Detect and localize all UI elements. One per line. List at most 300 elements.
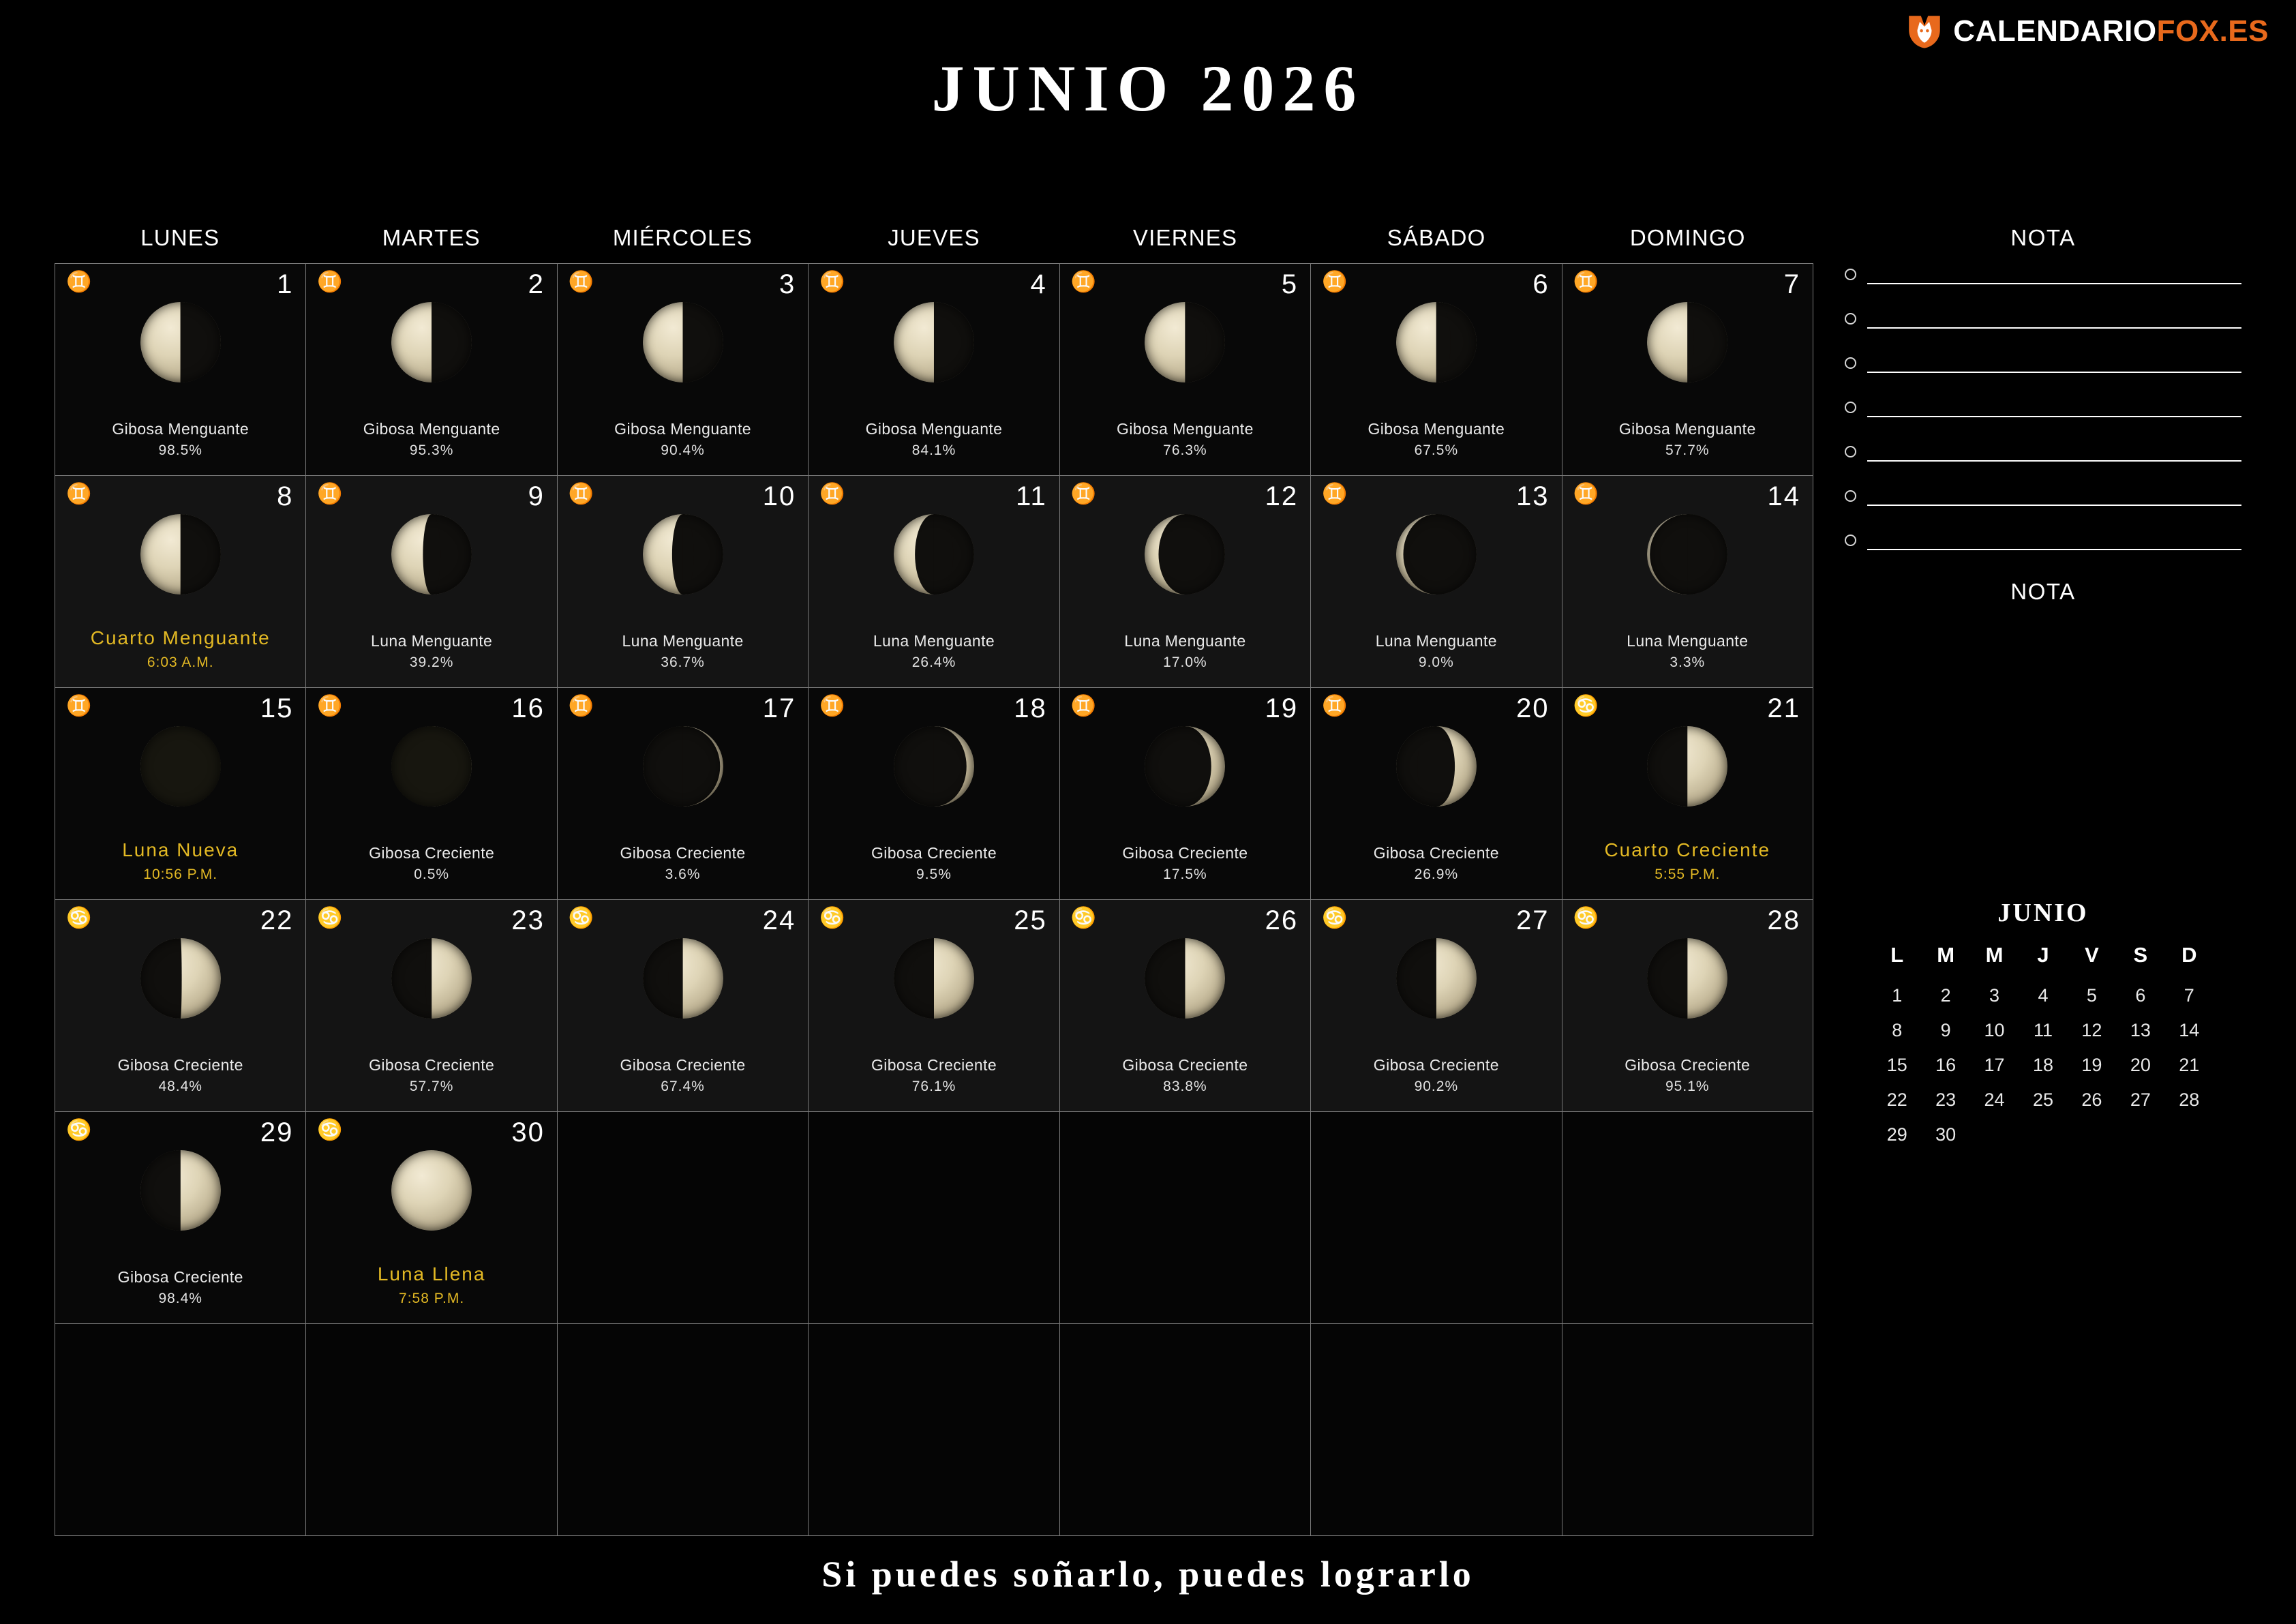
day-cell-empty bbox=[1311, 1112, 1562, 1324]
note-write-line[interactable] bbox=[1867, 460, 2241, 462]
moon-phase-name: Gibosa Creciente bbox=[1122, 1056, 1248, 1074]
day-cell-26[interactable] bbox=[1060, 900, 1311, 1112]
day-number: 21 bbox=[1767, 693, 1800, 723]
zodiac-sign-icon: ♊ bbox=[317, 483, 343, 505]
day-cell-25[interactable] bbox=[809, 900, 1059, 1112]
moon-holder bbox=[55, 302, 305, 382]
moon-holder bbox=[809, 302, 1059, 382]
moon-illumination-value: 67.4% bbox=[661, 1079, 705, 1094]
day-cell-empty bbox=[809, 1324, 1059, 1536]
zodiac-sign-icon: ♊ bbox=[66, 483, 92, 505]
mini-day-20[interactable]: 20 bbox=[2130, 1055, 2151, 1075]
zodiac-sign-icon: ♋ bbox=[1573, 907, 1599, 929]
moon-phase-name: Gibosa Menguante bbox=[1618, 420, 1756, 438]
fox-logo-icon bbox=[1905, 12, 1944, 50]
moon-phase-icon bbox=[391, 938, 472, 1019]
moon-phase-name: Luna Menguante bbox=[1124, 632, 1246, 650]
moon-holder bbox=[1311, 302, 1561, 382]
day-number: 22 bbox=[260, 905, 294, 935]
moon-holder bbox=[1060, 514, 1310, 595]
mini-day-13[interactable]: 13 bbox=[2130, 1020, 2151, 1040]
moon-phase-name: Gibosa Menguante bbox=[112, 420, 250, 438]
moon-phase-icon bbox=[643, 302, 723, 382]
zodiac-sign-icon: ♊ bbox=[317, 271, 343, 293]
day-cell-1[interactable] bbox=[55, 264, 306, 476]
mini-weekday-6: D bbox=[2181, 943, 2197, 967]
moon-phase-name: Gibosa Menguante bbox=[1368, 420, 1505, 438]
moon-illumination-value: 9.5% bbox=[916, 867, 952, 882]
weekday-header-row bbox=[55, 225, 1813, 251]
moon-holder bbox=[558, 938, 808, 1019]
mini-day-5[interactable]: 5 bbox=[2086, 985, 2097, 1006]
note-bullet-icon bbox=[1845, 402, 1856, 413]
note-line-2[interactable] bbox=[1845, 313, 2241, 329]
brand-part-2: FOX.ES bbox=[2156, 14, 2269, 48]
mini-day-10[interactable]: 10 bbox=[1984, 1020, 2005, 1040]
mini-day-12[interactable]: 12 bbox=[2081, 1020, 2102, 1040]
day-cell-2[interactable] bbox=[306, 264, 557, 476]
zodiac-sign-icon: ♊ bbox=[819, 271, 845, 293]
day-number: 25 bbox=[1014, 905, 1047, 935]
mini-day-empty bbox=[2165, 1124, 2214, 1145]
day-cell-empty bbox=[558, 1112, 809, 1324]
note-line-6[interactable] bbox=[1845, 490, 2241, 506]
note-line-3[interactable] bbox=[1845, 357, 2241, 373]
moon-phase-name: Cuarto Menguante bbox=[90, 627, 271, 648]
moon-illumination-value: 17.0% bbox=[1163, 655, 1207, 670]
zodiac-sign-icon: ♋ bbox=[568, 907, 594, 929]
moon-phase-name: Gibosa Menguante bbox=[614, 420, 751, 438]
moon-holder bbox=[809, 514, 1059, 595]
day-cell-21[interactable] bbox=[1562, 688, 1813, 900]
moon-holder bbox=[1562, 302, 1813, 382]
moon-phase-icon bbox=[894, 938, 974, 1019]
moon-holder bbox=[1311, 726, 1561, 807]
moon-phase-name: Gibosa Creciente bbox=[620, 844, 746, 862]
mini-weekday-3: J bbox=[2037, 943, 2049, 967]
mini-weekday-4: V bbox=[2085, 943, 2099, 967]
moon-illumination-value: 9.0% bbox=[1418, 655, 1454, 670]
day-number: 28 bbox=[1767, 905, 1800, 935]
moon-phase-name: Gibosa Menguante bbox=[1117, 420, 1254, 438]
day-number: 24 bbox=[762, 905, 796, 935]
moon-holder bbox=[306, 726, 556, 807]
zodiac-sign-icon: ♊ bbox=[1322, 695, 1348, 717]
weekday-label-5: SÁBADO bbox=[1387, 225, 1486, 250]
moon-illumination-value: 5:55 P.M. bbox=[1655, 867, 1721, 882]
zodiac-sign-icon: ♊ bbox=[568, 271, 594, 293]
moon-phase-name: Gibosa Creciente bbox=[871, 1056, 997, 1074]
moon-phase-icon bbox=[1647, 514, 1727, 595]
moon-illumination-value: 98.5% bbox=[158, 442, 202, 458]
notes-title-2: NOTA bbox=[2010, 579, 2076, 604]
moon-holder bbox=[306, 1150, 556, 1231]
moon-phase-icon bbox=[1396, 726, 1477, 807]
note-bullet-icon bbox=[1845, 535, 1856, 546]
notes-lines-top bbox=[1845, 269, 2241, 550]
day-cell-23[interactable] bbox=[306, 900, 557, 1112]
day-cell-empty bbox=[55, 1324, 306, 1536]
note-write-line[interactable] bbox=[1867, 505, 2241, 506]
moon-holder bbox=[55, 726, 305, 807]
moon-holder bbox=[558, 514, 808, 595]
day-number: 20 bbox=[1516, 693, 1550, 723]
zodiac-sign-icon: ♋ bbox=[66, 907, 92, 929]
moon-holder bbox=[1562, 726, 1813, 807]
day-number: 2 bbox=[528, 269, 545, 299]
note-line-5[interactable] bbox=[1845, 446, 2241, 462]
moon-illumination-value: 90.4% bbox=[661, 442, 705, 458]
notes-title-1: NOTA bbox=[2010, 225, 2076, 250]
moon-illumination-value: 76.1% bbox=[911, 1079, 956, 1094]
day-cell-24[interactable] bbox=[558, 900, 809, 1112]
side-panel bbox=[1845, 225, 2241, 1536]
footer-quote: Si puedes soñarlo, puedes lograrlo bbox=[821, 1554, 1475, 1595]
brand-wordmark bbox=[1953, 14, 2269, 48]
moon-holder bbox=[1562, 514, 1813, 595]
zodiac-sign-icon: ♊ bbox=[568, 695, 594, 717]
moon-phase-name: Gibosa Creciente bbox=[117, 1056, 243, 1074]
moon-illumination-value: 83.8% bbox=[1163, 1079, 1207, 1094]
moon-holder bbox=[1311, 514, 1561, 595]
note-bullet-icon bbox=[1845, 357, 1856, 369]
day-number: 18 bbox=[1014, 693, 1047, 723]
day-cell-8[interactable] bbox=[55, 476, 306, 688]
moon-holder bbox=[558, 302, 808, 382]
moon-phase-name: Gibosa Creciente bbox=[620, 1056, 746, 1074]
day-number: 12 bbox=[1265, 481, 1299, 511]
mini-day-28[interactable]: 28 bbox=[2179, 1089, 2200, 1110]
day-number: 7 bbox=[1783, 269, 1800, 299]
mini-month-title: JUNIO bbox=[1997, 899, 2089, 927]
moon-illumination-value: 67.5% bbox=[1414, 442, 1459, 458]
day-number: 15 bbox=[260, 693, 294, 723]
day-number: 16 bbox=[511, 693, 545, 723]
moon-phase-icon bbox=[140, 938, 221, 1019]
moon-illumination-value: 10:56 P.M. bbox=[143, 867, 218, 882]
moon-illumination-value: 26.4% bbox=[911, 655, 956, 670]
mini-day-empty bbox=[1970, 1124, 2019, 1145]
day-number: 4 bbox=[1030, 269, 1047, 299]
mini-day-29[interactable]: 29 bbox=[1886, 1124, 1907, 1145]
moon-phase-name: Gibosa Creciente bbox=[871, 844, 997, 862]
moon-illumination-value: 95.3% bbox=[409, 442, 454, 458]
mini-day-22[interactable]: 22 bbox=[1886, 1089, 1907, 1110]
moon-illumination-value: 39.2% bbox=[409, 655, 454, 670]
zodiac-sign-icon: ♊ bbox=[66, 271, 92, 293]
weekday-label-4: VIERNES bbox=[1132, 225, 1238, 250]
moon-holder bbox=[1060, 302, 1310, 382]
moon-phase-name: Gibosa Menguante bbox=[363, 420, 500, 438]
day-cell-17[interactable] bbox=[558, 688, 809, 900]
mini-day-15[interactable]: 15 bbox=[1886, 1055, 1907, 1075]
moon-phase-name: Gibosa Menguante bbox=[865, 420, 1003, 438]
day-cell-11[interactable] bbox=[809, 476, 1059, 688]
day-cell-empty bbox=[809, 1112, 1059, 1324]
day-cell-16[interactable] bbox=[306, 688, 557, 900]
moon-holder bbox=[306, 302, 556, 382]
zodiac-sign-icon: ♊ bbox=[317, 695, 343, 717]
moon-phase-icon bbox=[391, 514, 472, 595]
moon-phase-icon bbox=[391, 1150, 472, 1231]
day-cell-3[interactable] bbox=[558, 264, 809, 476]
day-number: 26 bbox=[1265, 905, 1299, 935]
zodiac-sign-icon: ♊ bbox=[819, 483, 845, 505]
zodiac-sign-icon: ♋ bbox=[819, 907, 845, 929]
zodiac-sign-icon: ♊ bbox=[1573, 483, 1599, 505]
mini-day-23[interactable]: 23 bbox=[1935, 1089, 1957, 1110]
moon-phase-name: Luna Menguante bbox=[622, 632, 744, 650]
brand-part-1: CALENDARIO bbox=[1953, 14, 2157, 48]
moon-holder bbox=[558, 726, 808, 807]
day-number: 29 bbox=[260, 1117, 294, 1147]
zodiac-sign-icon: ♋ bbox=[317, 907, 343, 929]
moon-illumination-value: 57.7% bbox=[1665, 442, 1710, 458]
day-cell-18[interactable] bbox=[809, 688, 1059, 900]
site-brand bbox=[1905, 12, 2269, 50]
mini-day-1[interactable]: 1 bbox=[1892, 985, 1903, 1006]
day-cell-15[interactable] bbox=[55, 688, 306, 900]
zodiac-sign-icon: ♊ bbox=[1070, 483, 1097, 505]
moon-phase-icon bbox=[391, 726, 472, 807]
day-cell-4[interactable] bbox=[809, 264, 1059, 476]
zodiac-sign-icon: ♋ bbox=[317, 1119, 343, 1141]
day-number: 6 bbox=[1532, 269, 1550, 299]
moon-phase-icon bbox=[140, 302, 221, 382]
moon-phase-icon bbox=[140, 1150, 221, 1231]
day-cell-empty bbox=[1060, 1112, 1311, 1324]
moon-holder bbox=[1060, 938, 1310, 1019]
note-bullet-icon bbox=[1845, 446, 1856, 457]
moon-illumination-value: 36.7% bbox=[661, 655, 705, 670]
moon-phase-name: Cuarto Creciente bbox=[1604, 839, 1771, 860]
day-cell-9[interactable] bbox=[306, 476, 557, 688]
moon-holder bbox=[306, 514, 556, 595]
day-number: 8 bbox=[277, 481, 294, 511]
moon-phase-name: Gibosa Creciente bbox=[369, 844, 495, 862]
mini-day-26[interactable]: 26 bbox=[2081, 1089, 2102, 1110]
moon-phase-icon bbox=[1647, 938, 1727, 1019]
moon-illumination-value: 6:03 A.M. bbox=[147, 655, 214, 670]
note-line-4[interactable] bbox=[1845, 402, 2241, 417]
moon-illumination-value: 17.5% bbox=[1163, 867, 1207, 882]
mini-day-16[interactable]: 16 bbox=[1935, 1055, 1957, 1075]
zodiac-sign-icon: ♋ bbox=[1573, 695, 1599, 717]
zodiac-sign-icon: ♊ bbox=[1322, 483, 1348, 505]
day-cell-20[interactable] bbox=[1311, 688, 1562, 900]
zodiac-sign-icon: ♊ bbox=[568, 483, 594, 505]
day-cell-7[interactable] bbox=[1562, 264, 1813, 476]
mini-day-6[interactable]: 6 bbox=[2135, 985, 2146, 1006]
moon-illumination-value: 90.2% bbox=[1414, 1079, 1459, 1094]
moon-illumination-value: 0.5% bbox=[414, 867, 450, 882]
mini-day-8[interactable]: 8 bbox=[1892, 1020, 1903, 1040]
day-cell-empty bbox=[1060, 1324, 1311, 1536]
note-write-line[interactable] bbox=[1867, 283, 2241, 284]
moon-phase-icon bbox=[894, 514, 974, 595]
moon-phase-name: Gibosa Creciente bbox=[1373, 1056, 1499, 1074]
moon-phase-name: Luna Llena bbox=[377, 1263, 486, 1284]
mini-day-empty bbox=[2116, 1124, 2164, 1145]
day-number: 1 bbox=[277, 269, 294, 299]
mini-day-2[interactable]: 2 bbox=[1940, 985, 1951, 1006]
note-bullet-icon bbox=[1845, 490, 1856, 502]
moon-illumination-value: 7:58 P.M. bbox=[399, 1291, 465, 1306]
mini-day-19[interactable]: 19 bbox=[2081, 1055, 2102, 1075]
mini-weekday-1: M bbox=[1937, 943, 1955, 967]
mini-day-21[interactable]: 21 bbox=[2179, 1055, 2200, 1075]
mini-day-empty bbox=[2019, 1124, 2067, 1145]
note-write-line[interactable] bbox=[1867, 372, 2241, 373]
day-cell-empty bbox=[1311, 1324, 1562, 1536]
day-cell-6[interactable] bbox=[1311, 264, 1562, 476]
note-line-1[interactable] bbox=[1845, 269, 2241, 284]
day-number: 13 bbox=[1516, 481, 1550, 511]
zodiac-sign-icon: ♊ bbox=[1573, 271, 1599, 293]
day-cell-29[interactable] bbox=[55, 1112, 306, 1324]
weekday-label-6: DOMINGO bbox=[1629, 225, 1746, 250]
note-line-7[interactable] bbox=[1845, 535, 2241, 550]
mini-day-18[interactable]: 18 bbox=[2032, 1055, 2054, 1075]
weekday-label-3: JUEVES bbox=[888, 225, 980, 250]
mini-day-7[interactable]: 7 bbox=[2184, 985, 2194, 1006]
moon-phase-icon bbox=[894, 302, 974, 382]
moon-holder bbox=[809, 938, 1059, 1019]
mini-day-25[interactable]: 25 bbox=[2032, 1089, 2054, 1110]
day-number: 11 bbox=[1016, 481, 1047, 511]
note-write-line[interactable] bbox=[1867, 416, 2241, 417]
day-number: 30 bbox=[511, 1117, 545, 1147]
day-cell-13[interactable] bbox=[1311, 476, 1562, 688]
moon-phase-name: Gibosa Creciente bbox=[117, 1268, 243, 1286]
day-cell-empty bbox=[558, 1324, 809, 1536]
moon-holder bbox=[1311, 938, 1561, 1019]
mini-day-empty bbox=[2068, 1124, 2116, 1145]
moon-phase-icon bbox=[1145, 726, 1225, 807]
moon-holder bbox=[306, 938, 556, 1019]
moon-phase-icon bbox=[1647, 726, 1727, 807]
day-cell-empty bbox=[1562, 1324, 1813, 1536]
calendar-grid bbox=[55, 263, 1813, 1536]
mini-day-30[interactable]: 30 bbox=[1935, 1124, 1957, 1145]
mini-month-grid bbox=[1873, 943, 2214, 1145]
mini-weekday-0: L bbox=[1890, 943, 1904, 967]
weekday-label-0: LUNES bbox=[140, 225, 220, 250]
moon-holder bbox=[55, 938, 305, 1019]
day-cell-28[interactable] bbox=[1562, 900, 1813, 1112]
mini-day-4[interactable]: 4 bbox=[2038, 985, 2049, 1006]
moon-illumination-value: 98.4% bbox=[158, 1291, 202, 1306]
zodiac-sign-icon: ♋ bbox=[1322, 907, 1348, 929]
day-cell-10[interactable] bbox=[558, 476, 809, 688]
calendar bbox=[55, 225, 1813, 1536]
moon-phase-icon bbox=[140, 514, 221, 595]
moon-holder bbox=[1060, 726, 1310, 807]
mini-day-9[interactable]: 9 bbox=[1940, 1020, 1951, 1040]
day-number: 17 bbox=[762, 693, 796, 723]
day-cell-19[interactable] bbox=[1060, 688, 1311, 900]
moon-phase-name: Gibosa Creciente bbox=[369, 1056, 495, 1074]
moon-phase-icon bbox=[1396, 514, 1477, 595]
moon-phase-icon bbox=[1145, 302, 1225, 382]
mini-day-24[interactable]: 24 bbox=[1984, 1089, 2005, 1110]
moon-phase-icon bbox=[140, 726, 221, 807]
moon-holder bbox=[55, 1150, 305, 1231]
day-cell-22[interactable] bbox=[55, 900, 306, 1112]
mini-day-3[interactable]: 3 bbox=[1989, 985, 2000, 1006]
day-cell-empty bbox=[306, 1324, 557, 1536]
day-cell-14[interactable] bbox=[1562, 476, 1813, 688]
moon-phase-name: Luna Nueva bbox=[122, 839, 239, 860]
moon-phase-icon bbox=[1396, 938, 1477, 1019]
day-cell-12[interactable] bbox=[1060, 476, 1311, 688]
mini-weekday-5: S bbox=[2133, 943, 2148, 967]
moon-phase-icon bbox=[894, 726, 974, 807]
day-number: 3 bbox=[779, 269, 796, 299]
zodiac-sign-icon: ♊ bbox=[1322, 271, 1348, 293]
weekday-label-2: MIÉRCOLES bbox=[612, 225, 753, 250]
moon-phase-name: Gibosa Creciente bbox=[1373, 844, 1499, 862]
day-number: 9 bbox=[528, 481, 545, 511]
day-cell-5[interactable] bbox=[1060, 264, 1311, 476]
mini-day-17[interactable]: 17 bbox=[1984, 1055, 2005, 1075]
moon-illumination-value: 48.4% bbox=[158, 1079, 202, 1094]
moon-holder bbox=[1562, 938, 1813, 1019]
moon-phase-name: Gibosa Creciente bbox=[1122, 844, 1248, 862]
zodiac-sign-icon: ♊ bbox=[66, 695, 92, 717]
moon-phase-name: Gibosa Creciente bbox=[1625, 1056, 1751, 1074]
mini-day-11[interactable]: 11 bbox=[2033, 1020, 2053, 1040]
moon-phase-icon bbox=[1396, 302, 1477, 382]
zodiac-sign-icon: ♊ bbox=[1070, 271, 1097, 293]
moon-phase-name: Luna Menguante bbox=[1375, 632, 1497, 650]
mini-day-27[interactable]: 27 bbox=[2130, 1089, 2151, 1110]
note-write-line[interactable] bbox=[1867, 327, 2241, 329]
moon-phase-icon bbox=[643, 726, 723, 807]
note-bullet-icon bbox=[1845, 313, 1856, 325]
moon-illumination-value: 3.6% bbox=[665, 867, 701, 882]
note-bullet-icon bbox=[1845, 269, 1856, 280]
day-number: 27 bbox=[1516, 905, 1550, 935]
day-number: 23 bbox=[511, 905, 545, 935]
zodiac-sign-icon: ♋ bbox=[66, 1119, 92, 1141]
moon-holder bbox=[55, 514, 305, 595]
moon-phase-icon bbox=[1145, 514, 1225, 595]
day-number: 10 bbox=[762, 481, 796, 511]
mini-month bbox=[1845, 898, 2241, 1145]
day-number: 5 bbox=[1281, 269, 1299, 299]
zodiac-sign-icon: ♊ bbox=[819, 695, 845, 717]
moon-illumination-value: 57.7% bbox=[409, 1079, 454, 1094]
note-write-line[interactable] bbox=[1867, 549, 2241, 550]
day-cell-30[interactable] bbox=[306, 1112, 557, 1324]
moon-phase-icon bbox=[643, 514, 723, 595]
moon-phase-icon bbox=[391, 302, 472, 382]
day-cell-27[interactable] bbox=[1311, 900, 1562, 1112]
mini-day-14[interactable]: 14 bbox=[2179, 1020, 2200, 1040]
moon-illumination-value: 84.1% bbox=[911, 442, 956, 458]
zodiac-sign-icon: ♊ bbox=[1070, 695, 1097, 717]
moon-phase-name: Luna Menguante bbox=[371, 632, 493, 650]
zodiac-sign-icon: ♋ bbox=[1070, 907, 1097, 929]
moon-phase-icon bbox=[643, 938, 723, 1019]
mini-weekday-2: M bbox=[1985, 943, 2004, 967]
moon-phase-icon bbox=[1145, 938, 1225, 1019]
weekday-label-1: MARTES bbox=[382, 225, 481, 250]
page-title: JUNIO 2026 bbox=[931, 52, 1365, 125]
day-cell-empty bbox=[1562, 1112, 1813, 1324]
moon-illumination-value: 26.9% bbox=[1414, 867, 1459, 882]
